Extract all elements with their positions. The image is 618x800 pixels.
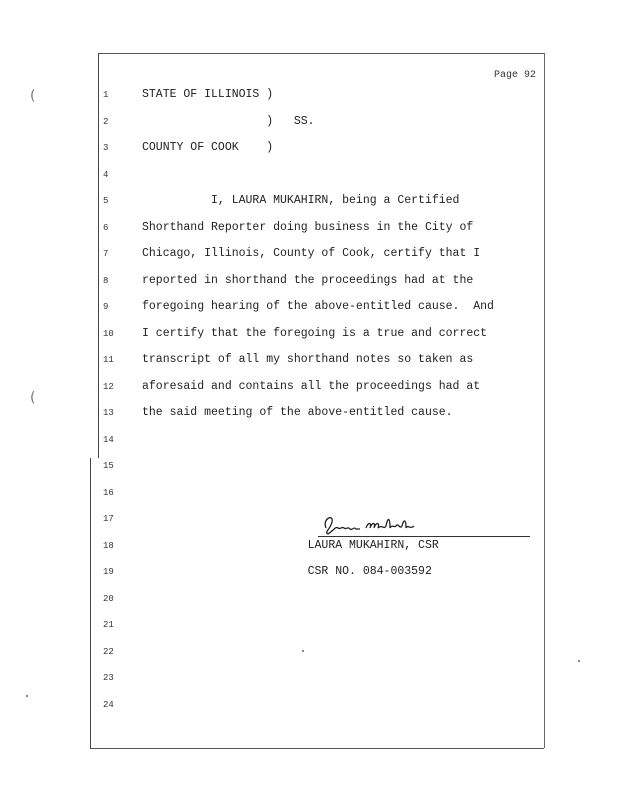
scan-speck bbox=[302, 650, 304, 652]
line-number: 24 bbox=[103, 699, 114, 710]
page-number: Page 92 bbox=[494, 70, 537, 81]
transcript-line: transcript of all my shorthand notes so taken as bbox=[142, 353, 474, 366]
page-border-top bbox=[98, 53, 544, 54]
scan-speck-right bbox=[578, 660, 580, 662]
transcript-line: Shorthand Reporter doing business in the City of bbox=[142, 220, 474, 234]
line-number: 22 bbox=[103, 646, 114, 657]
transcript-line: aforesaid and contains all the proceedings had at bbox=[142, 379, 481, 393]
line-number: 12 bbox=[103, 381, 114, 392]
transcript-line: ) SS. bbox=[142, 114, 315, 128]
line-number: 13 bbox=[103, 408, 114, 418]
scan-artifact-left-top: ( bbox=[30, 88, 36, 104]
line-number: 2 bbox=[103, 116, 109, 127]
transcript-line: Chicago, Illinois, County of Cook, certify that I bbox=[142, 247, 481, 260]
transcript-line: foregoing hearing of the above-entitled cause. And bbox=[142, 300, 494, 313]
line-number: 9 bbox=[103, 302, 109, 312]
signature-line bbox=[318, 536, 530, 537]
line-number: 3 bbox=[103, 143, 109, 153]
line-number: 10 bbox=[103, 328, 114, 339]
line-number: 15 bbox=[103, 461, 114, 471]
line-number: 23 bbox=[103, 673, 114, 683]
line-number: 7 bbox=[103, 249, 109, 259]
line-number: 5 bbox=[103, 196, 109, 206]
transcript-line: reported in shorthand the proceedings had at the bbox=[142, 273, 474, 287]
transcript-line: CSR NO. 084-003592 bbox=[142, 565, 432, 578]
page-border-right bbox=[544, 53, 545, 748]
transcript-line: LAURA MUKAHIRN, CSR bbox=[142, 538, 439, 552]
line-number: 8 bbox=[103, 275, 109, 286]
line-number: 11 bbox=[103, 355, 114, 365]
line-number: 19 bbox=[103, 567, 114, 577]
line-number: 4 bbox=[103, 169, 109, 180]
line-number: 20 bbox=[103, 593, 114, 604]
transcript-line: the said meeting of the above-entitled cause. bbox=[142, 406, 453, 419]
scan-speck-left bbox=[26, 695, 28, 697]
line-number: 6 bbox=[103, 222, 109, 233]
line-number: 16 bbox=[103, 487, 114, 498]
line-number: 17 bbox=[103, 514, 114, 524]
line-number: 21 bbox=[103, 620, 114, 630]
page-border-left-lower bbox=[90, 458, 91, 748]
line-number: 1 bbox=[103, 90, 109, 100]
scan-artifact-left-mid: ( bbox=[30, 390, 36, 406]
page-border-bottom bbox=[90, 748, 544, 749]
line-number: 18 bbox=[103, 540, 114, 551]
transcript-line: STATE OF ILLINOIS ) bbox=[142, 88, 274, 101]
page-border-left bbox=[98, 53, 99, 458]
line-number: 14 bbox=[103, 434, 114, 445]
transcript-line: I certify that the foregoing is a true and correct bbox=[142, 326, 488, 340]
signature-image bbox=[320, 508, 430, 538]
transcript-line: COUNTY OF COOK ) bbox=[142, 141, 274, 154]
transcript-line: I, LAURA MUKAHIRN, being a Certified bbox=[142, 194, 460, 207]
